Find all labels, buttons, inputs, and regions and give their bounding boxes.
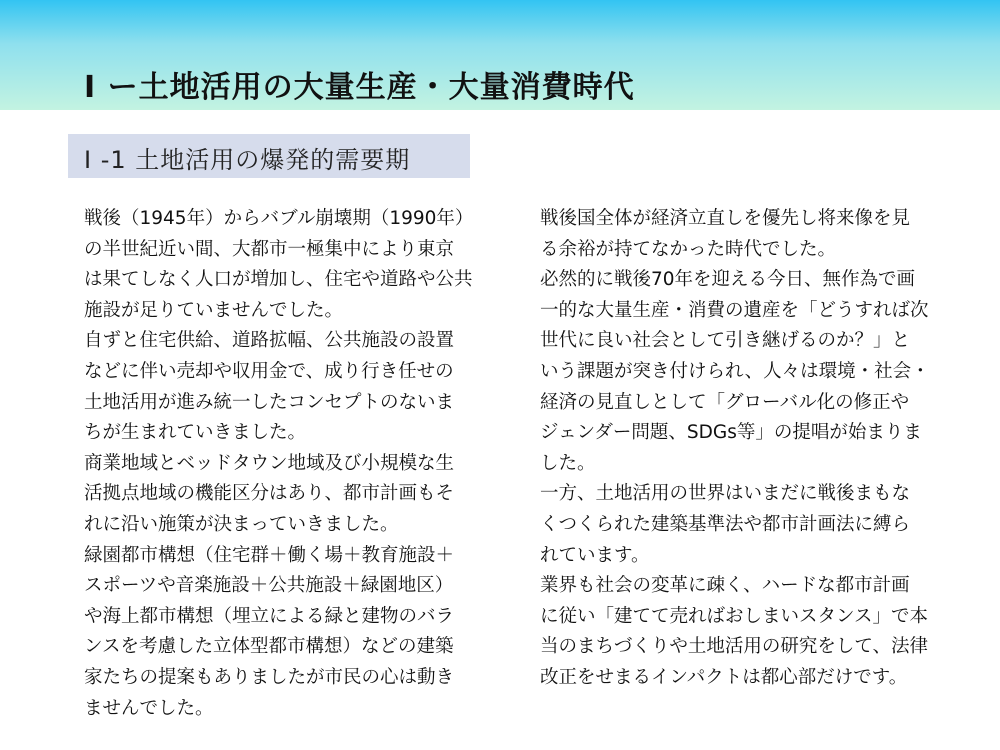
text-line: した。 (540, 452, 596, 474)
text-line: 一的な大量生産・消費の遺産を「どうすれば次 (540, 299, 929, 321)
text-line: 商業地域とベッドタウン地域及び小規模な生 (84, 452, 455, 474)
text-line: 施設が足りていませんでした。 (84, 299, 344, 321)
text-line: ンスを考慮した立体型都市構想）などの建築 (84, 636, 454, 658)
text-line: 必然的に戦後70年を迎える今日、無作為で画 (540, 269, 916, 291)
text-line: スポーツや音楽施設＋公共施設＋緑園地区） (84, 575, 454, 597)
right-text-column (540, 204, 950, 694)
text-line: 緑園都市構想（住宅群＋働く場＋教育施設＋ (84, 544, 455, 566)
page-title: Ⅰ ー土地活用の大量生産・大量消費時代 (84, 70, 635, 105)
text-line: は果てしなく人口が増加し、住宅や道路や公共 (84, 269, 473, 291)
text-line: くつくられた建築基準法や都市計画法に縛ら (540, 513, 911, 535)
text-line: に従い「建てて売ればおしまいスタンス」で本 (540, 605, 928, 627)
text-line: ませんでした。 (84, 697, 214, 719)
text-line: 家たちの提案もありましたが市民の心は動き (84, 666, 455, 688)
text-line: れています。 (540, 544, 650, 566)
left-text-column (84, 204, 504, 724)
section-title: Ⅰ -1 土地活用の爆発的需要期 (84, 146, 411, 174)
text-line: 土地活用が進み統一したコンセプトのないま (84, 391, 455, 413)
text-line: 戦後国全体が経済立直しを優先し将来像を見 (540, 208, 911, 229)
text-line: 業界も社会の変革に疎く、ハードな都市計画 (540, 575, 910, 597)
text-line: や海上都市構想（埋立による緑と建物のバラ (84, 605, 455, 627)
text-line: 一方、土地活用の世界はいまだに戦後まもな (540, 483, 911, 505)
text-line: いう課題が突き付けられ、人々は環境・社会・ (540, 360, 930, 382)
text-line: ちが生まれていきました。 (84, 422, 307, 444)
text-line: 経済の見直しとして「グローバル化の修正や (540, 391, 910, 413)
text-line: る余裕が持てなかった時代でした。 (540, 238, 837, 260)
text-line: 当のまちづくりや土地活用の研究をして、法律 (540, 636, 928, 658)
text-line: れに沿い施策が決まっていきました。 (84, 513, 399, 535)
text-line: 改正をせまるインパクトは都心部だけです。 (540, 666, 908, 688)
text-line: などに伴い売却や収用金で、成り行き任せの (84, 360, 454, 382)
text-line: 世代に良い社会として引き継げるのか？」と (540, 330, 911, 352)
text-line: 戦後（1945年）からバブル崩壊期（1990年） (84, 208, 474, 229)
text-line: 自ずと住宅供給、道路拡幅、公共施設の設置 (84, 330, 455, 352)
text-line: の半世紀近い間、大都市一極集中により東京 (84, 238, 455, 260)
text-line: ジェンダー問題、SDGs等」の提唱が始まりま (540, 422, 922, 444)
text-line: 活拠点地域の機能区分はあり、都市計画もそ (84, 483, 455, 505)
